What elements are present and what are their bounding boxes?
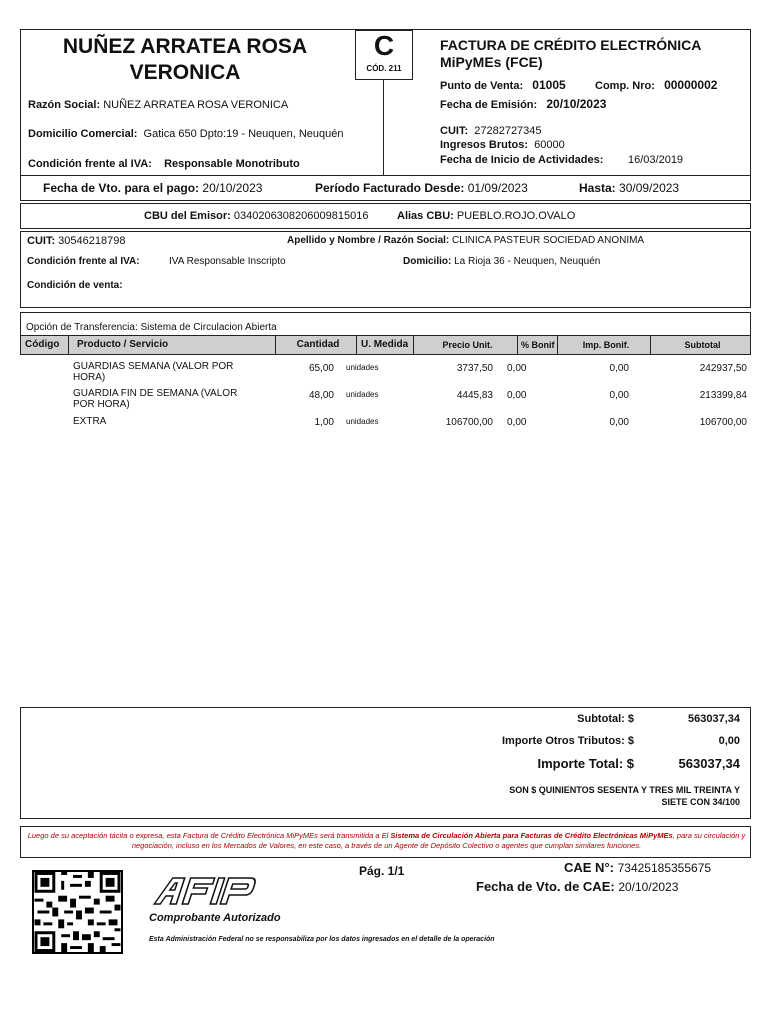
col-precio: Precio Unit. <box>414 336 518 354</box>
legal-box <box>20 826 751 858</box>
invoice-comp-nro: Comp. Nro: 00000002 <box>595 78 718 92</box>
qr-code-icon <box>32 870 123 954</box>
cell-subtotal: 213399,84 <box>699 390 747 401</box>
header-divider <box>383 80 384 175</box>
footer-autorizado: Comprobante Autorizado <box>149 912 281 924</box>
legal-text: Luego de su aceptación tácita o expresa, esta Factura de Crédito Electrónica MiPyMEs será transmitida a El Sistema de Circulación Abierta para Facturas de Crédito Electrónicas MiPyMEs, para su circulación y negociación, incluso en los Mercados de Valores, en este caso, a través de un Agente de Depósito Colectivo o agentes que cumplan similares funciones. <box>27 831 746 850</box>
cell-precio: 3737,50 <box>456 363 493 374</box>
cell-imp-bonif: 0,00 <box>609 417 629 428</box>
cell-bonif: 0,00 <box>507 417 527 428</box>
col-producto: Producto / Servicio <box>69 336 276 354</box>
client-nombre: Apellido y Nombre / Razón Social: CLINICA PASTEUR SOCIEDAD ANONIMA <box>287 235 645 246</box>
period-hasta: Hasta: 30/09/2023 <box>579 181 680 195</box>
issuer-domicilio: Domicilio Comercial: Gatica 650 Dpto:19 - Neuquen, Neuquén <box>28 128 344 140</box>
totals-total-label: Importe Total: $ <box>537 756 634 771</box>
period-vto: Fecha de Vto. para el pago: 20/10/2023 <box>43 181 263 195</box>
cell-producto: GUARDIAS SEMANA (VALOR POR HORA) <box>73 361 234 383</box>
issuer-razon-social: Razón Social: NUÑEZ ARRATEA ROSA VERONICA <box>28 99 289 111</box>
client-cuit: CUIT: 30546218798 <box>27 235 126 247</box>
totals-otros-label: Importe Otros Tributos: $ <box>501 735 634 747</box>
col-bonif: % Bonif <box>518 336 558 354</box>
cbu-emisor: CBU del Emisor: 0340206308206009815016 <box>144 210 369 222</box>
cell-producto: EXTRA <box>73 416 107 427</box>
col-subtotal: Subtotal <box>684 340 721 350</box>
col-imp-bonif: Imp. Bonif. <box>558 336 651 354</box>
issuer-name: NUÑEZ ARRATEA ROSA VERONICA <box>62 35 308 84</box>
cell-imp-bonif: 0,00 <box>609 363 629 374</box>
footer-page: Pág. 1/1 <box>359 864 405 878</box>
totals-son-letras: SON $ QUINIENTOS SESENTA Y TRES MIL TREINTA Y SIETE CON 34/100 <box>509 785 740 807</box>
qr-code-graphic <box>34 872 121 952</box>
cbu-box <box>20 203 751 229</box>
transfer-option: Opción de Transferencia: Sistema de Circulacion Abierta <box>26 322 277 333</box>
client-domicilio: Domicilio: La Rioja 36 - Neuquen, Neuquén <box>403 256 601 267</box>
cell-subtotal: 242937,50 <box>699 363 747 374</box>
invoice-punto-venta: Punto de Venta: 01005 <box>440 78 566 92</box>
footer-cae-vto: Fecha de Vto. de CAE: 20/10/2023 <box>476 879 679 894</box>
invoice-title: FACTURA DE CRÉDITO ELECTRÓNICA MiPyMEs (FCE) <box>440 37 702 70</box>
cell-bonif: 0,00 <box>507 390 527 401</box>
footer-cae: CAE N°: 73425185355675 <box>564 860 712 875</box>
cell-bonif: 0,00 <box>507 363 527 374</box>
invoice-letter-code: CÓD. 211 <box>366 64 402 73</box>
cell-cantidad: 48,00 <box>308 390 334 401</box>
svg-text:AFIP: AFIP <box>150 874 153 875</box>
cell-cantidad: 1,00 <box>314 417 334 428</box>
invoice-ingresos-brutos: Ingresos Brutos: 60000 <box>440 139 565 151</box>
period-desde: Período Facturado Desde: 01/09/2023 <box>315 181 528 195</box>
cell-subtotal: 106700,00 <box>699 417 747 428</box>
invoice-cuit: CUIT: 27282727345 <box>440 125 542 137</box>
totals-total: 563037,34 <box>678 756 740 771</box>
invoice-letter-box <box>355 30 413 80</box>
items-table-header <box>20 335 751 355</box>
issuer-iva: Condición frente al IVA: Responsable Monotributo <box>28 158 300 170</box>
invoice-fecha-emision: Fecha de Emisión: 20/10/2023 <box>440 97 607 111</box>
cell-precio: 4445,83 <box>456 390 493 401</box>
col-cantidad: Cantidad <box>276 336 357 354</box>
footer-disclaimer: Esta Administración Federal no se responsabiliza por los datos ingresados en el detalle de la operación <box>149 936 495 943</box>
col-unidad: U. Medida <box>357 336 414 354</box>
col-codigo: Código <box>21 336 69 354</box>
cell-precio: 106700,00 <box>445 417 493 428</box>
totals-subtotal: 563037,34 <box>688 713 740 725</box>
cell-unidad: unidades <box>346 390 379 399</box>
client-condicion-venta: Condición de venta: <box>27 280 123 291</box>
cell-unidad: unidades <box>346 363 379 372</box>
afip-logo-graphic <box>150 874 266 906</box>
cell-cantidad: 65,00 <box>308 363 334 374</box>
cell-producto: GUARDIA FIN DE SEMANA (VALOR POR HORA) <box>73 388 238 410</box>
invoice-letter: C <box>373 30 395 61</box>
cell-imp-bonif: 0,00 <box>609 390 629 401</box>
afip-logo-icon <box>150 874 266 906</box>
cbu-alias: Alias CBU: PUEBLO.ROJO.OVALO <box>397 210 576 222</box>
client-iva: Condición frente al IVA: IVA Responsable Inscripto <box>27 256 286 267</box>
totals-subtotal-label: Subtotal: $ <box>577 713 634 725</box>
cell-unidad: unidades <box>346 417 379 426</box>
totals-otros: 0,00 <box>718 735 740 747</box>
invoice-inicio-actividades: Fecha de Inicio de Actividades: 16/03/2019 <box>440 154 684 166</box>
